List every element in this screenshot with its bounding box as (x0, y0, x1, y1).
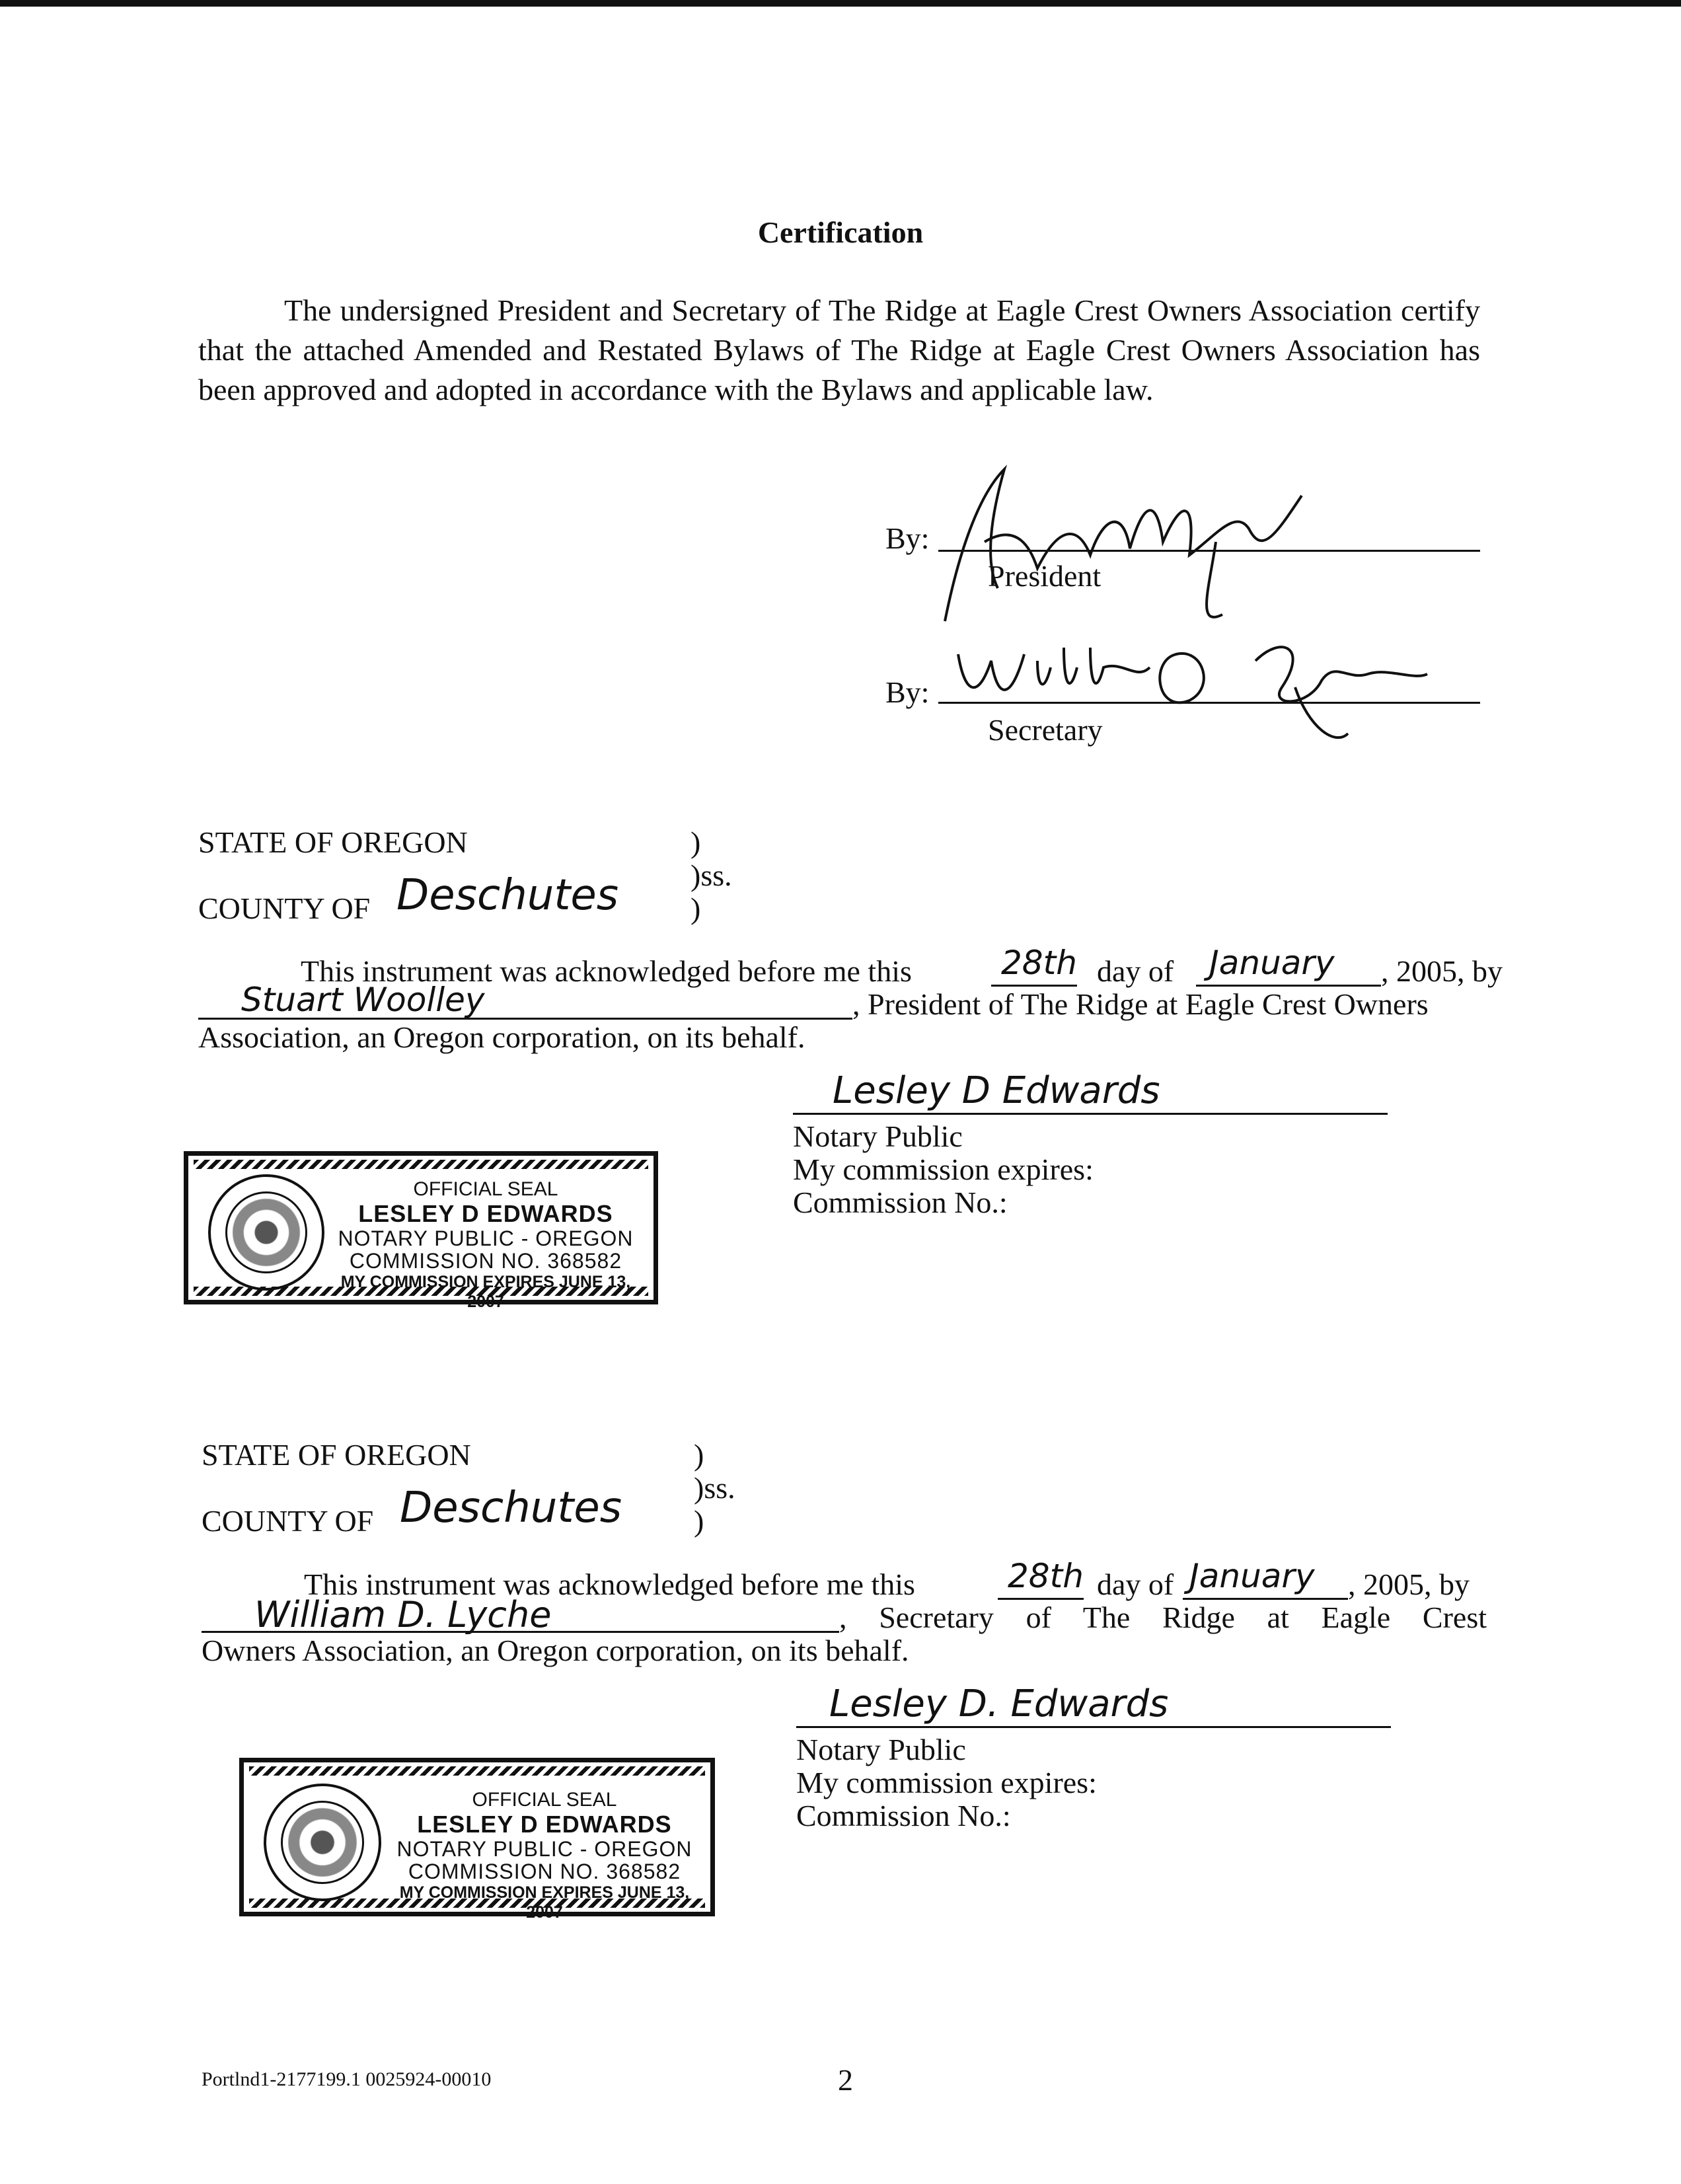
secretary-title: Secretary (988, 713, 1103, 747)
president-title: President (988, 559, 1102, 593)
seal2-commission-expires: MY COMMISSION EXPIRES JUNE 13, 2007 (399, 1883, 690, 1922)
seal2-notary-name: LESLEY D EDWARDS (417, 1811, 672, 1838)
notary-seal-2 (239, 1758, 715, 1922)
ack1-text-a: This instrument was acknowledged before me this (301, 954, 912, 988)
county-name-2: Deschutes (400, 1484, 622, 1532)
ack2-month: January (1189, 1557, 1315, 1595)
scan-top-edge (0, 0, 1681, 7)
page-number: 2 (838, 2063, 853, 2097)
state-of-oregon-1: STATE OF OREGON (198, 825, 468, 859)
seal1-commission-number: COMMISSION NO. 368582 (349, 1249, 622, 1273)
county-label-1: COUNTY OF (198, 891, 371, 925)
notary1-signature-line (793, 1113, 1388, 1115)
venue-paren-2a: ) (694, 1438, 704, 1472)
notary2-signature: Lesley D. Edwards (829, 1682, 1169, 1725)
venue-ss-2: )ss. (694, 1471, 735, 1505)
county-label-2: COUNTY OF (202, 1504, 374, 1538)
oregon-seal-emblem-2 (264, 1784, 381, 1901)
seal1-notary-name: LESLEY D EDWARDS (358, 1200, 613, 1227)
seal1-commission-expires: MY COMMISSION EXPIRES JUNE 13, 2007 (340, 1273, 631, 1311)
ack2-text-e: Owners Association, an Oregon corporation, on its behalf. (202, 1634, 909, 1667)
ack1-day: 28th (1001, 944, 1077, 982)
seal2-official-seal: OFFICIAL SEAL (472, 1789, 617, 1811)
venue-paren-2c: ) (694, 1504, 704, 1538)
ack1-signer: Stuart Woolley (241, 981, 485, 1019)
notary2-commission-no: Commission No.: (796, 1799, 1011, 1832)
venue-paren-1c: ) (691, 891, 701, 925)
county-name-1: Deschutes (396, 871, 619, 920)
ack2-text-b: day of (1097, 1567, 1174, 1601)
notary2-notary-public: Notary Public (796, 1733, 966, 1766)
footer-document-id: Portlnd1-2177199.1 0025924-00010 (202, 2068, 492, 2090)
by-label-president: By: (885, 521, 930, 555)
notary1-commission-no: Commission No.: (793, 1186, 1008, 1219)
ack2-signer: William D. Lyche (254, 1594, 552, 1636)
oregon-seal-emblem-1 (208, 1174, 324, 1291)
notary1-signature: Lesley D Edwards (833, 1069, 1160, 1112)
ack1-month: January (1209, 944, 1335, 982)
ack2-text-d: , Secretary of The Ridge at Eagle Crest (839, 1600, 1487, 1634)
notary2-signature-line (796, 1726, 1391, 1728)
ack1-text-b: day of (1097, 954, 1174, 988)
notary1-commission-expires: My commission expires: (793, 1152, 1094, 1186)
state-of-oregon-2: STATE OF OREGON (202, 1438, 471, 1472)
president-signature (905, 456, 1355, 628)
notary2-commission-expires: My commission expires: (796, 1766, 1097, 1799)
by-label-secretary: By: (885, 675, 930, 709)
ack2-text-c: , 2005, by (1348, 1567, 1470, 1601)
seal1-official-seal: OFFICIAL SEAL (413, 1178, 558, 1200)
notary-seal-1 (184, 1151, 658, 1311)
page-title: Certification (757, 215, 924, 249)
certification-paragraph: The undersigned President and Secretary of The Ridge at Eagle Crest Owners Association certify that the attached Amended and Restated Bylaws of The Ridge at Eagle Crest Owners Association has been approved and adopted in accordance with the Bylaws and applicable law. (198, 293, 1480, 406)
ack1-text-d: , President of The Ridge at Eagle Crest Owners (852, 987, 1429, 1021)
seal2-notary-public-oregon: NOTARY PUBLIC - OREGON (396, 1837, 692, 1861)
ack2-day: 28th (1008, 1557, 1084, 1595)
ack1-text-c: , 2005, by (1381, 954, 1503, 988)
seal1-notary-public-oregon: NOTARY PUBLIC - OREGON (338, 1226, 634, 1250)
ack1-text-e: Association, an Oregon corporation, on its behalf. (198, 1020, 805, 1054)
notary1-notary-public: Notary Public (793, 1119, 963, 1153)
venue-paren-1a: ) (691, 825, 701, 859)
venue-ss-1: )ss. (691, 858, 732, 892)
seal2-commission-number: COMMISSION NO. 368582 (408, 1860, 681, 1883)
ack2-text-a: This instrument was acknowledged before me this (304, 1567, 915, 1601)
